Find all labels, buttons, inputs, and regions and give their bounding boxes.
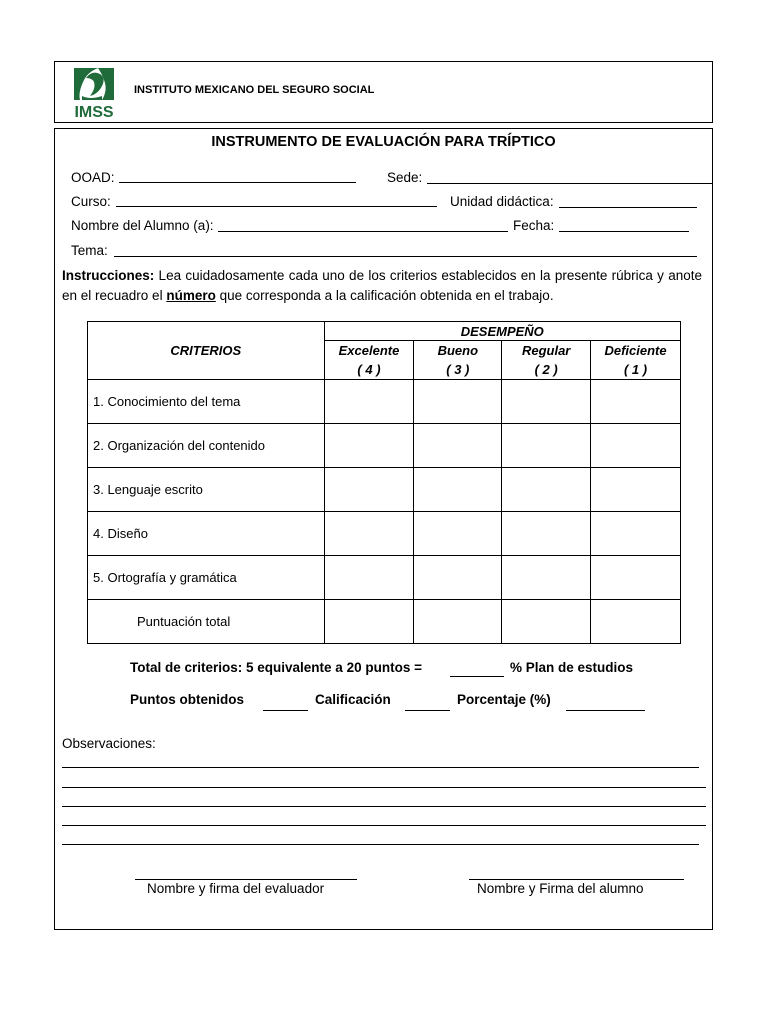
- observaciones-line[interactable]: [62, 825, 706, 826]
- tema-label: Tema:: [71, 243, 108, 258]
- unidad-field[interactable]: [559, 207, 697, 208]
- rubric-table: [87, 321, 681, 644]
- criterion-label: 5. Ortografía y gramática: [88, 556, 325, 600]
- total-cell[interactable]: [502, 600, 591, 644]
- desempeno-header: DESEMPEÑO: [324, 322, 680, 341]
- observaciones-line[interactable]: [62, 844, 699, 845]
- score-cell[interactable]: [591, 556, 681, 600]
- criterion-label: 1. Conocimiento del tema: [88, 380, 325, 424]
- instructions-text-2: que corresponda a la calificación obtenida en el trabajo.: [215, 288, 554, 303]
- table-row: [88, 512, 681, 556]
- calificacion-label: Calificación: [315, 692, 391, 707]
- svg-text:IMSS: IMSS: [74, 104, 114, 120]
- signature-evaluador: Nombre y firma del evaluador: [147, 881, 325, 896]
- table-row-total: [88, 600, 681, 644]
- level-header-deficiente: Deficiente ( 1 ): [591, 341, 681, 380]
- score-cell[interactable]: [324, 512, 414, 556]
- total-label: Puntuación total: [88, 600, 325, 644]
- signature-line-alumno[interactable]: [469, 879, 684, 880]
- sede-field[interactable]: [427, 183, 712, 184]
- plan-label: % Plan de estudios: [510, 660, 634, 675]
- score-cell[interactable]: [324, 380, 414, 424]
- fecha-label: Fecha:: [513, 218, 555, 233]
- instructions: [62, 266, 702, 306]
- plan-field[interactable]: [450, 676, 504, 677]
- score-cell[interactable]: [591, 468, 681, 512]
- sede-label: Sede:: [387, 170, 423, 185]
- level-header-excelente: Excelente ( 4 ): [324, 341, 414, 380]
- score-cell[interactable]: [591, 424, 681, 468]
- criterios-header: CRITERIOS: [88, 322, 325, 380]
- institution-name: INSTITUTO MEXICANO DEL SEGURO SOCIAL: [134, 84, 375, 96]
- signature-alumno: Nombre y Firma del alumno: [477, 881, 644, 896]
- signature-line-evaluador[interactable]: [135, 879, 357, 880]
- observaciones-line[interactable]: [62, 767, 699, 768]
- alumno-label: Nombre del Alumno (a):: [71, 218, 214, 233]
- observaciones-label: Observaciones:: [62, 736, 156, 751]
- total-cell[interactable]: [324, 600, 414, 644]
- score-cell[interactable]: [324, 556, 414, 600]
- score-cell[interactable]: [502, 380, 591, 424]
- tema-field[interactable]: [114, 256, 697, 257]
- porcentaje-label: Porcentaje (%): [457, 692, 551, 707]
- score-cell[interactable]: [502, 468, 591, 512]
- score-cell[interactable]: [591, 512, 681, 556]
- observaciones-line[interactable]: [62, 806, 706, 807]
- score-cell[interactable]: [502, 424, 591, 468]
- score-cell[interactable]: [324, 424, 414, 468]
- imss-logo: [68, 66, 120, 120]
- score-cell[interactable]: [414, 468, 502, 512]
- porcentaje-field[interactable]: [566, 710, 645, 711]
- puntos-label: Puntos obtenidos: [130, 692, 244, 707]
- table-row: [88, 468, 681, 512]
- ooad-field[interactable]: [119, 182, 356, 183]
- calificacion-field[interactable]: [405, 710, 450, 711]
- table-row: [88, 380, 681, 424]
- table-row: [88, 556, 681, 600]
- total-criterios-text: Total de criterios: 5 equivalente a 20 puntos =: [130, 660, 422, 675]
- score-cell[interactable]: [591, 380, 681, 424]
- score-cell[interactable]: [414, 556, 502, 600]
- fecha-field[interactable]: [559, 231, 689, 232]
- score-cell[interactable]: [502, 556, 591, 600]
- level-header-bueno: Bueno ( 3 ): [414, 341, 502, 380]
- criterion-label: 4. Diseño: [88, 512, 325, 556]
- total-cell[interactable]: [591, 600, 681, 644]
- score-cell[interactable]: [414, 424, 502, 468]
- puntos-field[interactable]: [263, 710, 308, 711]
- instructions-emphasis: número: [166, 288, 216, 303]
- instructions-text-1: Lea cuidadosamente cada uno de los criterios establecidos en la presente rúbrica y anote en el recuadro el: [62, 268, 702, 303]
- alumno-field[interactable]: [218, 231, 508, 232]
- table-row: [88, 424, 681, 468]
- observaciones-line[interactable]: [62, 787, 706, 788]
- total-cell[interactable]: [414, 600, 502, 644]
- form-title: INSTRUMENTO DE EVALUACIÓN PARA TRÍPTICO: [211, 134, 556, 150]
- level-header-regular: Regular ( 2 ): [502, 341, 591, 380]
- ooad-label: OOAD:: [71, 170, 115, 185]
- criterion-label: 2. Organización del contenido: [88, 424, 325, 468]
- instructions-lead: Instrucciones:: [62, 268, 155, 283]
- unidad-label: Unidad didáctica:: [450, 194, 554, 209]
- curso-field[interactable]: [116, 206, 437, 207]
- score-cell[interactable]: [324, 468, 414, 512]
- score-cell[interactable]: [414, 380, 502, 424]
- criterion-label: 3. Lenguaje escrito: [88, 468, 325, 512]
- curso-label: Curso:: [71, 194, 111, 209]
- score-cell[interactable]: [502, 512, 591, 556]
- score-cell[interactable]: [414, 512, 502, 556]
